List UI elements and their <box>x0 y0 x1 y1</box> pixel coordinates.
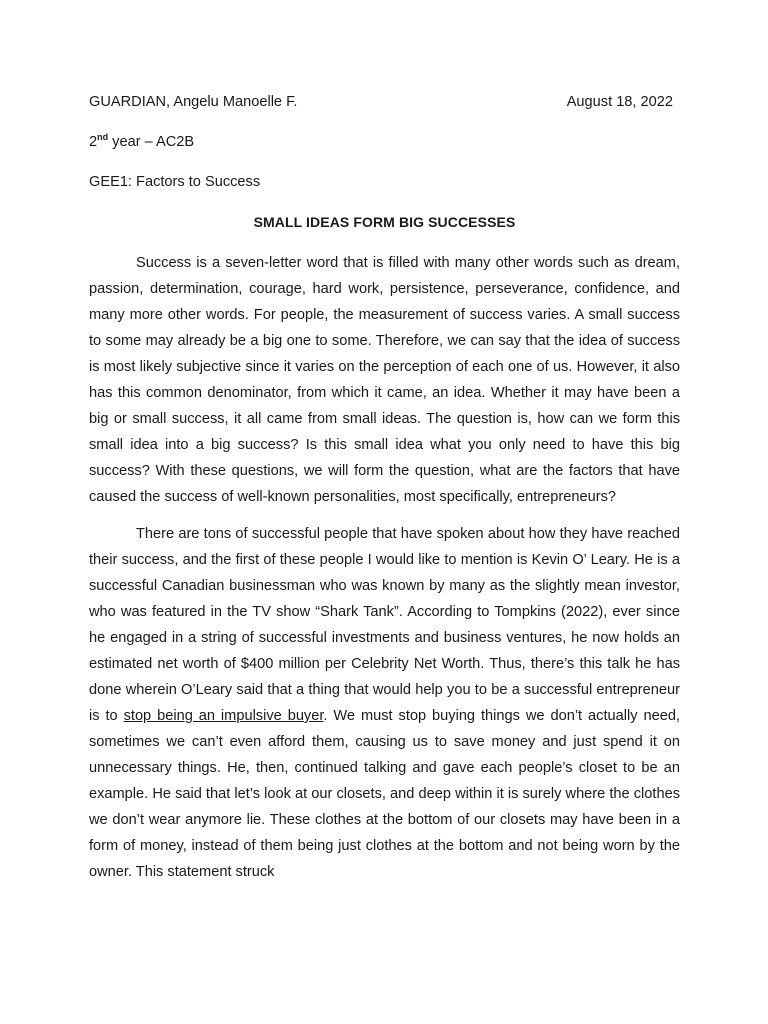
underlined-phrase: stop being an impulsive buyer <box>123 708 324 724</box>
paragraph-2-text-start: There are tons of successful people that have spoken about how they have reached their success, and the first of these people I would like to mention is Kevin O’ Leary. He is a successful Canadian businessman who was known by many as the slightly mean investor, who was featured in the TV show “Shark Tank”. According to Tompkins (2022), ever since he engaged in a string of successful investments and business ventures, he now holds an estimated net worth of $400 million per Celebrity Net Worth. Thus, there’s this talk he has done wherein O’Leary said that a thing that would help you to be a successful entrepreneur is to <box>89 526 680 724</box>
paragraph-2 <box>89 521 680 885</box>
document-date: August 18, 2022 <box>566 94 673 110</box>
author-name: GUARDIAN, Angelu Manoelle F. <box>89 94 298 110</box>
year-section-text: year – AC2B <box>108 134 195 150</box>
paragraph-1: Success is a seven-letter word that is filled with many other words such as dream, passion, determination, courage, hard work, persistence, perseverance, confidence, and many more other words. For people, the measurement of success varies. A small success to some may already be a big one to some. Therefore, we can say that the idea of success is most likely subjective since it varies on the perception of each one of us. However, it also has this common denominator, from which it came, an idea. Whether it may have been a big or small success, it all came from small ideas. The question is, how can we form this small idea into a big success? Is this small idea what you only need to have this big success? With these questions, we will form the question, what are the factors that have caused the success of well-known personalities, most specifically, entrepreneurs? <box>89 255 680 505</box>
year-number: 2 <box>89 134 98 150</box>
year-ordinal-suffix: nd <box>97 132 109 142</box>
essay-title: SMALL IDEAS FORM BIG SUCCESSES <box>253 214 516 230</box>
year-section-line <box>89 132 680 152</box>
paragraph-2-text-end: . We must stop buying things we don’t actually need, sometimes we can’t even afford them, causing us to save money and just spend it on unnecessary things. He, then, continued talking and gave each people’s closet to be an example. He said that let’s look at our closets, and deep within it is surely where the clothes we don’t wear anymore lie. These clothes at the bottom of our closets may have been in a form of money, instead of them being just clothes at the bottom and not being worn by the owner. This statement struck <box>89 708 680 880</box>
document-header <box>89 92 680 112</box>
course-line: GEE1: Factors to Success <box>89 174 261 190</box>
